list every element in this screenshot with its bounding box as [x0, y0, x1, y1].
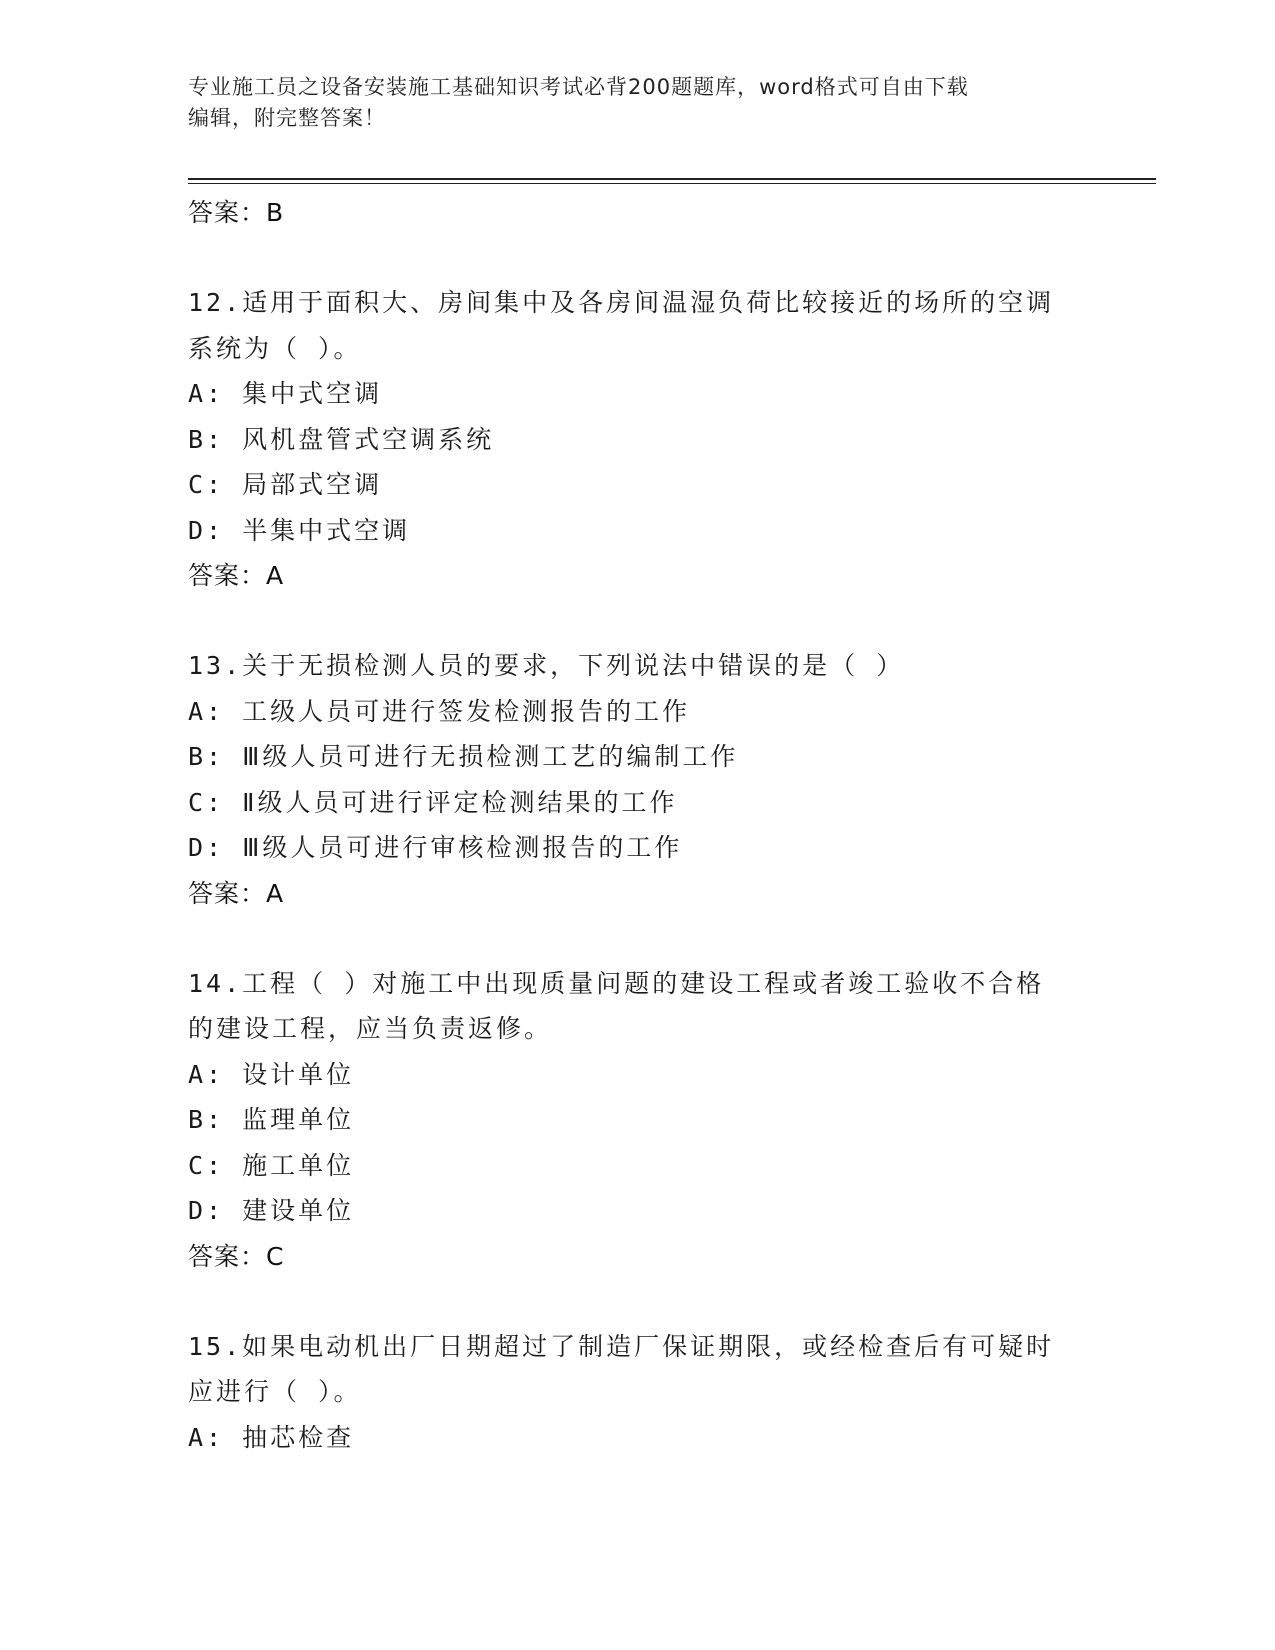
- option-b: B: Ⅲ级人员可进行无损检测工艺的编制工作: [188, 742, 739, 771]
- stem-line: 14.工程（ ）对施工中出现质量问题的建设工程或者竣工验收不合格: [188, 968, 1045, 998]
- question-answer: 答案：A: [188, 878, 285, 908]
- option-c: C: Ⅱ级人员可进行评定检测结果的工作: [188, 787, 678, 817]
- header-line-1: 专业施工员之设备安装施工基础知识考试必背200题题库，word格式可自由下载: [188, 75, 969, 99]
- question-13: [188, 643, 1088, 871]
- question-stem: [188, 280, 1068, 371]
- document-body: [188, 190, 1088, 1460]
- header-line-2: 编辑，附完整答案！: [188, 106, 386, 130]
- option-d: D: Ⅲ级人员可进行审核检测报告的工作: [188, 833, 683, 862]
- option-d: D: 半集中式空调: [188, 515, 411, 545]
- option-a: A: 工级人员可进行签发检测报告的工作: [188, 696, 691, 726]
- option-b: B: 监理单位: [188, 1105, 355, 1134]
- question-15: [188, 1324, 1088, 1461]
- document-header: [188, 72, 1068, 134]
- question-stem: [188, 1324, 1068, 1415]
- stem-line: 应进行（ ）。: [188, 1377, 362, 1406]
- option-a: A: 抽芯检查: [188, 1422, 355, 1452]
- header-divider-thin: [188, 183, 1156, 184]
- question-stem: [188, 961, 1068, 1052]
- option-a: A: 设计单位: [188, 1059, 355, 1089]
- stem-line: 12.适用于面积大、房间集中及各房间温湿负荷比较接近的场所的空调: [188, 288, 1055, 317]
- question-answer: 答案：C: [188, 1241, 285, 1271]
- option-b: B: 风机盘管式空调系统: [188, 424, 495, 454]
- question-stem: [188, 643, 1068, 689]
- stem-line: 13.关于无损检测人员的要求，下列说法中错误的是（ ）: [188, 651, 905, 680]
- stem-line: 系统为（ ）。: [188, 333, 362, 363]
- question-answer: 答案：A: [188, 561, 285, 590]
- previous-answer: 答案：B: [188, 198, 285, 227]
- header-divider-thick: [188, 178, 1156, 180]
- stem-line: 15.如果电动机出厂日期超过了制造厂保证期限，或经检查后有可疑时: [188, 1331, 1055, 1361]
- question-14: [188, 961, 1088, 1234]
- option-a: A: 集中式空调: [188, 379, 383, 408]
- question-12: [188, 280, 1088, 553]
- option-c: C: 局部式空调: [188, 470, 383, 499]
- option-d: D: 建设单位: [188, 1196, 355, 1225]
- option-c: C: 施工单位: [188, 1150, 355, 1180]
- stem-line: 的建设工程，应当负责返修。: [188, 1014, 553, 1043]
